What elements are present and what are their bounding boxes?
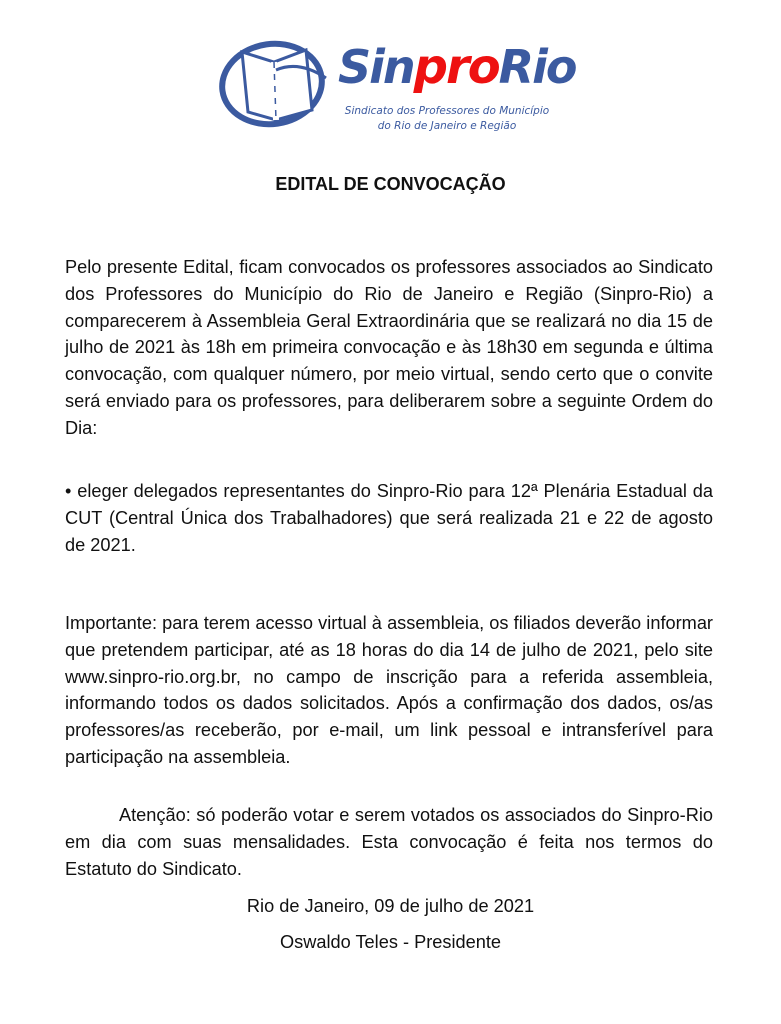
open-book-logo-icon: [214, 32, 334, 132]
paragraph-text: Atenção: só poderão votar e serem votados os associados do Sinpro-Rio em dia com suas mensalidades. Esta convocação é feita nos termos do Estatuto do Sindicato.: [65, 805, 713, 879]
paragraph-text: Pelo presente Edital, ficam convocados os professores associados ao Sindicato dos Professores do Município do Rio de Janeiro e Região (Sinpro-Rio) a comparecerem à Assembleia Geral Extraordinária que se realizará no dia 15 de julho de 2021 às 18h em primeira convocação e às 18h30 em segunda e última convocação, com qualquer número, por meio virtual, sendo certo que o convite será enviado para os professores, para deliberarem sobre a seguinte Ordem do Dia:: [65, 257, 713, 438]
logo-word-pro: pro: [413, 39, 499, 95]
paragraph-important: [65, 610, 713, 771]
paragraph-text: • eleger delegados representantes do Sinpro-Rio para 12ª Plenária Estadual da CUT (Central Única dos Trabalhadores) que será realizada 21 e 22 de agosto de 2021.: [65, 481, 713, 555]
paragraph-convocation: [65, 254, 713, 442]
sinpro-rio-logo: [214, 32, 574, 142]
document-title: EDITAL DE CONVOCAÇÃO: [275, 174, 506, 194]
logo-subtitle-line1: Sindicato dos Professores do Município: [344, 105, 550, 117]
paragraph-agenda-item: [65, 478, 713, 558]
date-line: Rio de Janeiro, 09 de julho de 2021: [246, 896, 535, 916]
logo-subtitle: [338, 104, 556, 134]
logo-word-sin: Sin: [338, 40, 414, 94]
paragraph-text: Importante: para terem acesso virtual à assembleia, os filiados deverão informar que pretendem participar, até as 18 horas do dia 14 de julho de 2021, pelo site www.sinpro-rio.org.br, no campo de inscrição para a referida assembleia, informando todos os dados solicitados. Após a confirmação dos dados, os/as professores/as receberão, por e-mail, um link pessoal e intransferível para participação na assembleia.: [65, 613, 713, 767]
paragraph-attention: [65, 802, 713, 882]
logo-word-rio: Rio: [498, 40, 576, 94]
logo-wordmark: [338, 39, 576, 95]
signature-line: Oswaldo Teles - Presidente: [279, 932, 502, 952]
logo-subtitle-line2: do Rio de Janeiro e Região: [377, 120, 517, 132]
